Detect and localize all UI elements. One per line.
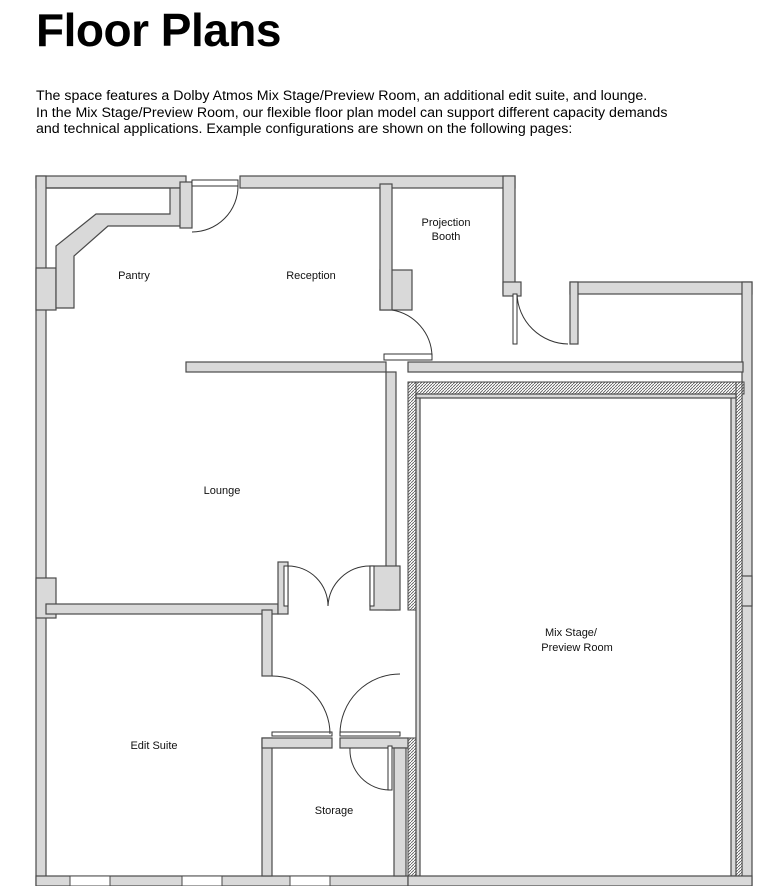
wall-storage-top-right xyxy=(340,738,408,748)
intro-line: The space features a Dolby Atmos Mix Stage/Preview Room, an additional edit suite, and lounge. xyxy=(36,88,648,104)
acoustic-wall-left-lower xyxy=(408,738,416,876)
wall-lounge-top-right xyxy=(408,362,743,372)
door-entry xyxy=(192,180,238,232)
acoustic-wall-right xyxy=(736,382,742,876)
window-gaps xyxy=(70,876,330,886)
label-reception: Reception xyxy=(286,270,336,282)
door-storage xyxy=(350,746,392,790)
column xyxy=(36,268,56,310)
wall-top-right xyxy=(570,282,752,294)
door-booth-right xyxy=(513,294,568,344)
door-projection xyxy=(384,310,432,360)
door-lounge-double xyxy=(284,566,374,606)
wall-storage-right xyxy=(394,748,406,876)
wall-booth-jamb xyxy=(503,282,521,296)
intro-line: In the Mix Stage/Preview Room, our flexible floor plan model can support different capacity demands xyxy=(36,104,668,121)
wall-top-mid xyxy=(240,176,515,188)
acoustic-wall-top xyxy=(408,382,744,394)
wall-mix-bottom xyxy=(408,876,752,886)
pantry-jamb xyxy=(180,182,192,228)
label-mix-stage-2: Preview Room xyxy=(541,642,613,654)
label-lounge: Lounge xyxy=(203,485,241,497)
wall-mix-inner-top xyxy=(416,394,736,398)
pantry-counter xyxy=(46,188,182,308)
wall-lounge-top-left xyxy=(186,362,386,372)
wall-right-stub xyxy=(570,282,578,344)
label-pantry: Pantry xyxy=(118,270,150,282)
wall-mix-inner-right xyxy=(731,394,736,876)
door-corridor-double xyxy=(272,674,400,736)
wall-reception-projection xyxy=(380,184,392,310)
wall-lounge-bottom xyxy=(46,604,278,614)
wall-projection-right xyxy=(503,176,515,294)
wall-mix-inner-left xyxy=(416,394,420,876)
label-edit-suite: Edit Suite xyxy=(130,740,178,752)
page-title: Floor Plans xyxy=(36,4,281,56)
wall-storage-top xyxy=(262,738,332,748)
wall-edit-right xyxy=(262,738,272,876)
label-projection-1: Projection xyxy=(421,217,471,229)
label-mix-stage-1: Mix Stage/ xyxy=(545,627,597,639)
acoustic-wall-left-upper xyxy=(408,382,416,610)
intro-line: and technical applications. Example configurations are shown on the following pages: xyxy=(36,121,573,137)
wall-corridor-left xyxy=(262,610,272,676)
label-projection-2: Booth xyxy=(431,231,461,243)
label-storage: Storage xyxy=(314,805,354,817)
wall-top-left xyxy=(36,176,186,188)
